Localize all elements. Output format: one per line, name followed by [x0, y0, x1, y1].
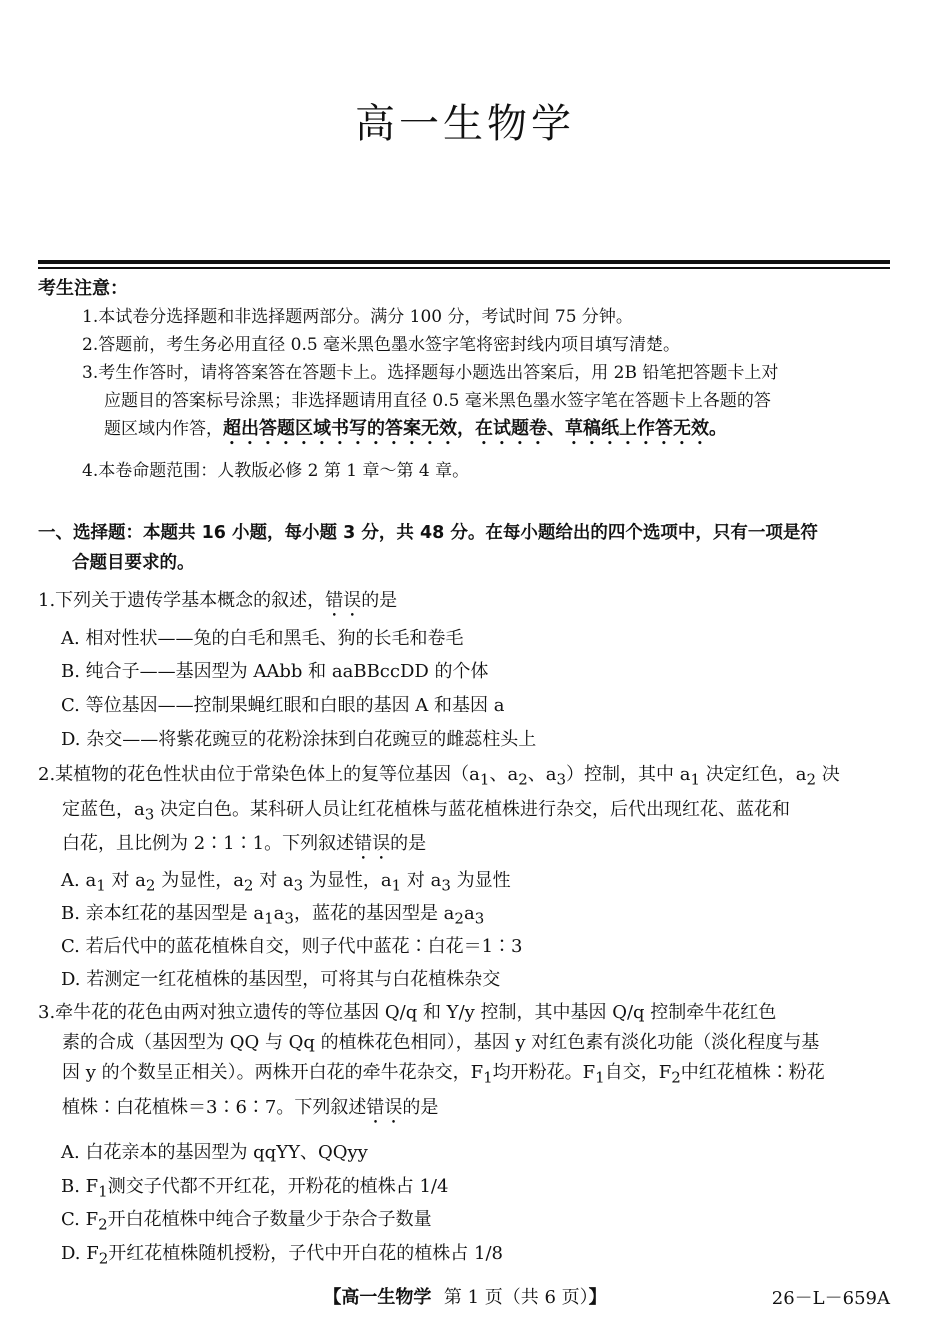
q2-text: 白花，且比例为 2∶1∶1。下列叙述 — [62, 833, 355, 855]
q3-stem-line1: 3.牵牛花的花色由两对独立遗传的等位基因 Q/q 和 Y/y 控制，其中基因 Q/q 控制牵牛花红色 — [38, 1002, 777, 1023]
q2-option-c: C. 若后代中的蓝花植株自交，则子代中蓝花∶白花＝1∶3 — [61, 936, 523, 957]
q2-text: 决 — [816, 764, 840, 785]
q2-sub: 3 — [556, 770, 567, 789]
q1-option-b: B. 纯合子——基因型为 AAbb 和 aaBBccDD 的个体 — [61, 661, 489, 682]
question-3-stem — [38, 998, 893, 1128]
q3-sub: 1 — [483, 1068, 493, 1087]
q2-a-text: 为显性，a — [155, 870, 244, 891]
q3-text: 自交，F — [604, 1062, 672, 1083]
q2-sub: 1 — [690, 770, 701, 789]
q2-option-a — [61, 866, 891, 901]
q3-text: 的是 — [402, 1096, 439, 1118]
notice-item-3-line2: 应题目的答案标号涂黑；非选择题请用直径 0.5 毫米黑色墨水签字笔在答题卡上各题的答 — [104, 391, 771, 411]
q2-text: 、a — [489, 764, 519, 785]
q3-c-text: 开白花植株中纯合子数量少于杂合子数量 — [107, 1209, 432, 1230]
q2-option-b: B. 亲本红花的基因型是 $a_1a_3$，蓝花的基因型是 $a_2a_3$ — [61, 903, 485, 928]
notice-item-3 — [82, 359, 892, 449]
notice-item-1: 1.本试卷分选择题和非选择题两部分。满分 100 分，考试时间 75 分钟。 — [82, 307, 633, 327]
notice-item-3-emphasis: 超出答题区域书写的答案无效，在试题卷、草稿纸上作答无效。 — [223, 418, 727, 439]
q3-text: 植株∶白花植株＝3∶6∶7。下列叙述 — [62, 1096, 367, 1118]
q1-option-a: A. 相对性状——兔的白毛和黑毛、狗的长毛和卷毛 — [61, 628, 464, 649]
footer-page-number: 第 1 页（共 6 页） — [443, 1287, 589, 1308]
q3-option-d — [61, 1239, 891, 1274]
q3-d-text: 开红花植株随机授粉，子代中开白花的植株占 1/8 — [108, 1243, 503, 1264]
q3-stem-line2: 素的合成（基因型为 QQ 与 Qq 的植株花色相同），基因 y 对红色素有淡化功能（淡化程度与基 — [62, 1032, 820, 1053]
q3-sub: 2 — [671, 1068, 681, 1087]
q2-sub: 2 — [806, 770, 817, 789]
q2-sub: 1 — [391, 876, 402, 895]
q2-sub: 2 — [518, 770, 528, 789]
q3-b-text: B. F — [61, 1176, 99, 1197]
q2-text: ）控制，其中 a — [566, 764, 691, 785]
q2-sub: 1 — [96, 876, 106, 895]
q2-sub: 3 — [144, 805, 155, 824]
q2-sub: 2 — [145, 876, 156, 895]
q2-text: 决定白色。某科研人员让红花植株与蓝花植株进行杂交，后代出现红花、蓝花和 — [154, 798, 790, 820]
exam-code: 26－L－659A — [771, 1288, 890, 1309]
q3-option-c — [61, 1205, 891, 1240]
q2-text: 、a — [527, 764, 557, 785]
q2-text: 决定红色，a — [700, 764, 807, 785]
q3-stem-emphasis: 错误 — [366, 1096, 403, 1118]
q2-option-d: D. 若测定一红花植株的基因型，可将其与白花植株杂交 — [61, 969, 501, 990]
q2-sub: 1 — [264, 909, 274, 928]
question-1-stem — [38, 586, 893, 621]
q2-text: 定蓝色，a — [62, 798, 145, 820]
header-rule-thin — [38, 267, 890, 269]
q2-sub: 1 — [479, 770, 490, 789]
q3-stem-line4 — [38, 1093, 893, 1128]
q2-sub: 3 — [441, 876, 451, 895]
q3-sub: 2 — [98, 1249, 109, 1268]
section-1-heading — [38, 518, 893, 578]
footer-bracket: 】 — [588, 1287, 607, 1308]
q2-a-text: A. a — [61, 870, 97, 891]
q1-stem-emphasis: 错误 — [325, 590, 362, 611]
q3-sub: 2 — [98, 1215, 108, 1234]
q3-option-a: A. 白花亲本的基因型为 qqYY、QQyy — [61, 1142, 368, 1163]
q2-sub: 2 — [454, 909, 464, 928]
q3-b-text: 测交子代都不开红花，开粉花的植株占 1/4 — [107, 1176, 449, 1197]
q2-stem-emphasis: 错误 — [354, 833, 391, 855]
q2-a-text: 对 a — [401, 870, 442, 891]
q3-text: 均开粉花。F — [492, 1062, 596, 1083]
q3-text: 中红花植株∶粉花 — [680, 1062, 825, 1083]
q1-stem-after: 的是 — [361, 590, 398, 611]
q2-a-text: 对 a — [253, 870, 294, 891]
q2-sub: 3 — [284, 909, 294, 928]
q2-a-text: 对 a — [105, 870, 146, 891]
q2-a-text: 为显性 — [450, 870, 511, 891]
q2-sub: 3 — [293, 876, 304, 895]
notice-heading: 考生注意： — [38, 278, 128, 299]
q3-sub: 1 — [98, 1182, 108, 1201]
notice-item-3-line1: 3.考生作答时，请将答案答在答题卡上。选择题每小题选出答案后，用 2B 铅笔把答题卡上对 — [82, 363, 779, 383]
q3-sub: 1 — [595, 1068, 605, 1087]
notice-item-3-line3 — [82, 415, 892, 449]
q2-text: 2.某植物的花色性状由位于常染色体上的复等位基因（a — [38, 764, 480, 785]
notice-item-4: 4.本卷命题范围：人教版必修 2 第 1 章～第 4 章。 — [82, 461, 470, 481]
q2-stem-line3 — [38, 829, 893, 864]
header-rule-thick — [38, 260, 890, 264]
section-1-heading-line2: 合题目要求的。 — [72, 553, 195, 573]
q1-option-d: D. 杂交——将紫花豌豆的花粉涂抹到白花豌豆的雌蕊柱头上 — [61, 729, 537, 750]
q3-stem-line3 — [38, 1058, 893, 1093]
section-1-heading-line1: 一、选择题：本题共 16 小题，每小题 3 分，共 48 分。在每小题给出的四个选项中，只有一项是符 — [38, 523, 818, 543]
q2-stem-line2 — [38, 795, 893, 830]
q3-c-text: C. F — [61, 1209, 99, 1230]
q3-text: 因 y 的个数呈正相关）。两株开白花的牵牛花杂交，F — [62, 1062, 484, 1083]
notice-item-3-plain: 题区域内作答， — [104, 419, 223, 439]
q1-stem-before: 1.下列关于遗传学基本概念的叙述， — [38, 590, 326, 611]
q3-d-text: D. F — [61, 1243, 99, 1264]
question-2-stem — [38, 760, 893, 864]
q1-option-c: C. 等位基因——控制果蝇红眼和白眼的基因 A 和基因 a — [61, 695, 505, 716]
q2-b-text: ，蓝花的基因型是 a — [293, 903, 455, 924]
exam-title: 高一生物学 — [355, 101, 575, 147]
q2-text: 的是 — [390, 833, 427, 855]
q3-option-b — [61, 1172, 891, 1207]
footer-subject: 【高一生物学 — [323, 1287, 432, 1308]
notice-item-2: 2.答题前，考生务必用直径 0.5 毫米黑色墨水签字笔将密封线内项目填写清楚。 — [82, 335, 681, 355]
q2-sub: 3 — [474, 909, 485, 928]
q2-b-text: B. 亲本红花的基因型是 a — [61, 903, 265, 924]
q2-sub: 2 — [243, 876, 254, 895]
q2-stem-line1 — [38, 760, 893, 795]
q2-a-text: 为显性，a — [303, 870, 392, 891]
